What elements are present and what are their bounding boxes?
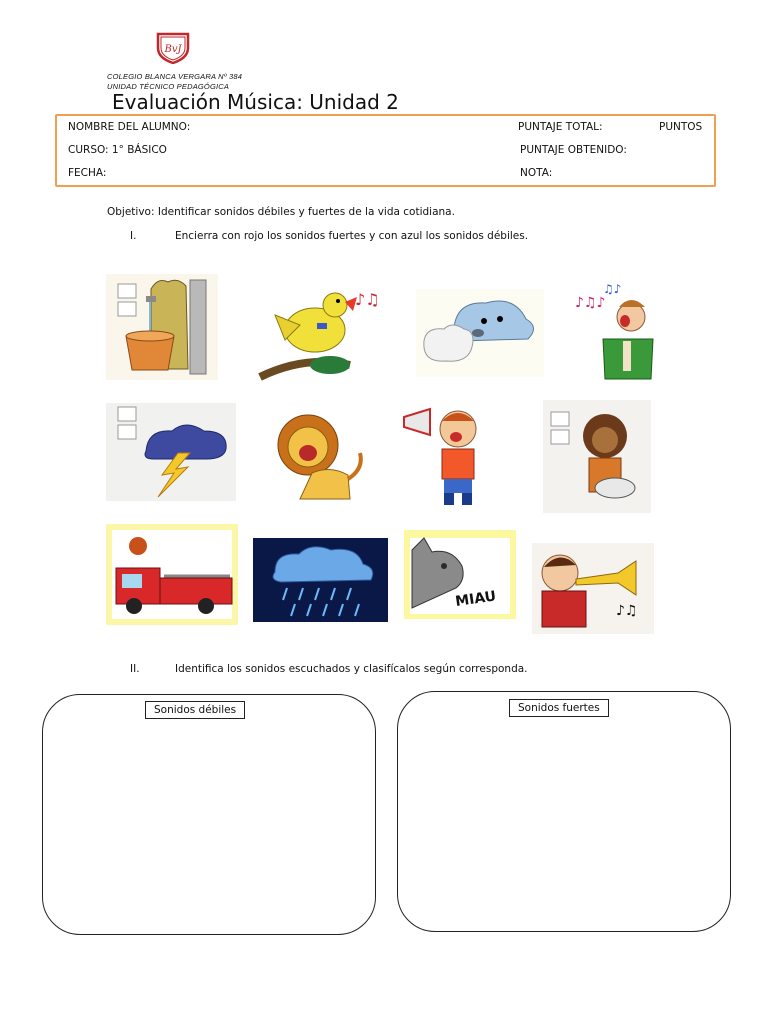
section-2-instruction: Identifica los sonidos escuchados y clasifícalos según corresponda. bbox=[175, 663, 528, 675]
points-label: PUNTOS bbox=[659, 121, 703, 133]
objective-text: Objetivo: Identificar sonidos débiles y fuertes de la vida cotidiana. bbox=[107, 206, 455, 218]
course-label: CURSO: 1° BÁSICO bbox=[68, 144, 167, 156]
page-title: Evaluación Música: Unidad 2 bbox=[112, 90, 399, 114]
strong-sounds-label: Sonidos fuertes bbox=[509, 699, 609, 717]
roaring-lion-image[interactable] bbox=[270, 409, 366, 503]
school-logo bbox=[155, 30, 191, 64]
rain-cloud-image[interactable] bbox=[253, 538, 388, 622]
svg-text:♪♫♪: ♪♫♪ bbox=[575, 295, 606, 311]
singing-bird-image[interactable] bbox=[255, 285, 385, 385]
meowing-cat-image[interactable] bbox=[404, 530, 516, 619]
date-label: FECHA: bbox=[68, 167, 107, 179]
school-line-2: UNIDAD TÉCNICO PEDAGÓGICA bbox=[107, 82, 230, 91]
strong-sounds-box[interactable] bbox=[397, 691, 731, 932]
logo-lettering: BvJ bbox=[164, 44, 182, 55]
drummer-child-image[interactable] bbox=[543, 400, 651, 513]
weak-sounds-label: Sonidos débiles bbox=[145, 701, 245, 719]
student-info-box bbox=[55, 114, 716, 187]
cat-sound-word: MIAU bbox=[454, 588, 498, 610]
fire-truck-image[interactable] bbox=[106, 524, 238, 625]
fountain-image[interactable] bbox=[106, 274, 218, 380]
weak-sounds-box[interactable] bbox=[42, 694, 376, 935]
student-name-label: NOMBRE DEL ALUMNO: bbox=[68, 121, 191, 133]
total-score-label: PUNTAJE TOTAL: bbox=[518, 121, 603, 133]
obtained-score-label: PUNTAJE OBTENIDO: bbox=[520, 144, 627, 156]
wind-cloud-image[interactable] bbox=[416, 289, 544, 377]
school-name bbox=[107, 72, 242, 92]
trumpet-boy-image[interactable] bbox=[532, 543, 654, 634]
singing-man-image[interactable] bbox=[573, 279, 673, 383]
grade-label: NOTA: bbox=[520, 167, 553, 179]
section-2-numeral: II. bbox=[130, 663, 140, 675]
svg-text:♪♫: ♪♫ bbox=[616, 603, 638, 619]
boy-megaphone-image[interactable] bbox=[400, 403, 496, 509]
svg-text:♫♪: ♫♪ bbox=[603, 282, 622, 296]
school-line-1: COLEGIO BLANCA VERGARA Nº 384 bbox=[107, 72, 243, 81]
section-1-numeral: I. bbox=[130, 230, 137, 242]
thunderstorm-image[interactable] bbox=[106, 403, 236, 501]
svg-text:♪♫: ♪♫ bbox=[355, 290, 380, 309]
section-1-instruction: Encierra con rojo los sonidos fuertes y con azul los sonidos débiles. bbox=[175, 230, 529, 242]
